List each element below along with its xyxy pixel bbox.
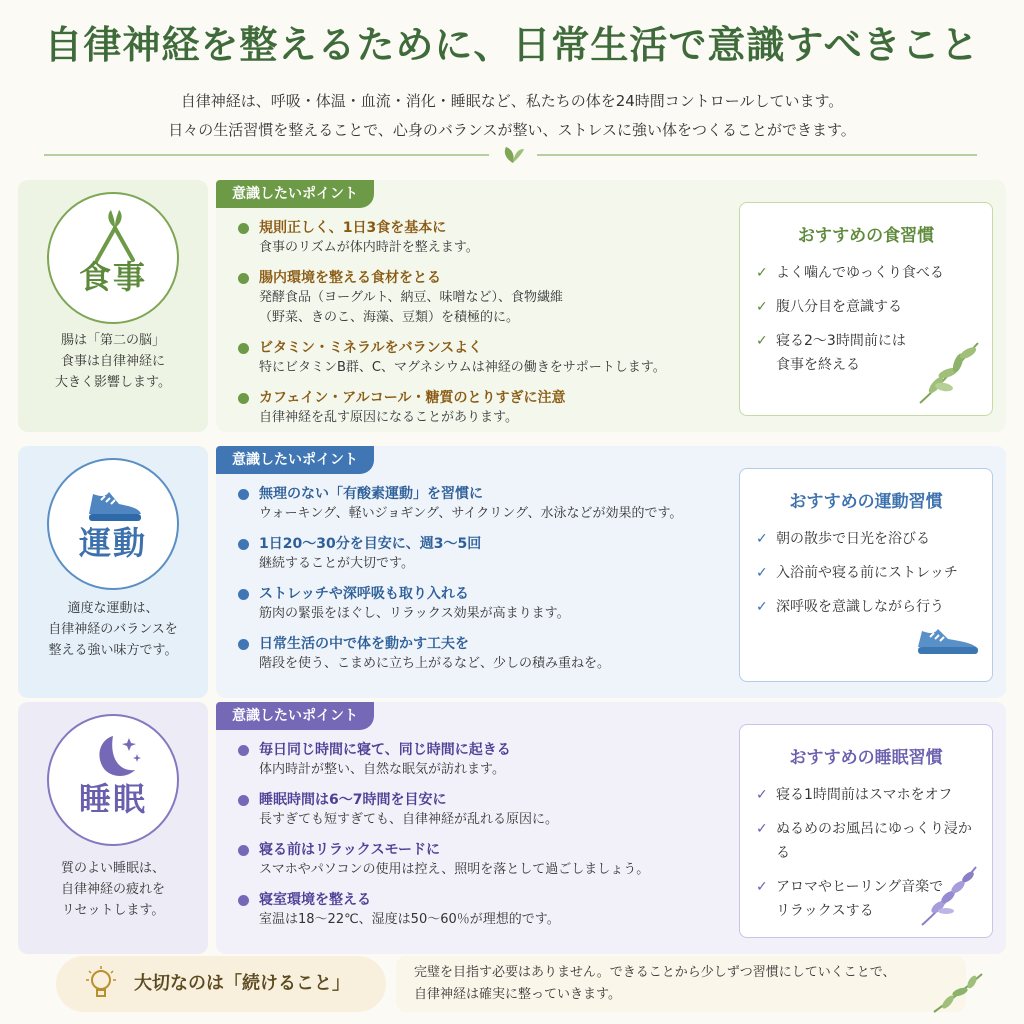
footer-message: 完璧を目指す必要はありません。できることから少しずつ習慣にしていくことで、 自律神経は確実に整っていきます。 — [414, 965, 896, 1002]
bullet-dot — [238, 273, 249, 284]
herb-sprig-icon — [914, 337, 984, 407]
list-item — [756, 527, 976, 551]
meal-caption-text: 腸は「第二の脳」 食事は自律神経に 大きく影響します。 — [55, 333, 171, 390]
bullet-dot — [238, 539, 249, 550]
bullet-dot — [238, 745, 249, 756]
bullet-dot — [238, 343, 249, 354]
recommend-text: アロマやヒーリング音楽で リラックスする — [776, 879, 944, 919]
exercise-recommend-title: おすすめの運動習慣 — [789, 492, 943, 512]
list-item — [238, 388, 738, 438]
recommend-text: 深呼吸を意識しながら行う — [776, 599, 944, 615]
exercise-main-card — [216, 446, 1006, 698]
section-sleep — [18, 702, 1006, 954]
recommend-text: 寝る2〜3時間前には 食事を終える — [776, 333, 906, 373]
sleep-caption — [18, 858, 208, 921]
sleep-recommend-title: おすすめの睡眠習慣 — [789, 748, 943, 768]
herb-sprig-icon — [930, 968, 986, 1014]
exercise-caption — [18, 598, 208, 661]
point-body: 室温は18〜22℃、湿度は50〜60％が理想的です。 — [259, 912, 560, 927]
list-item — [238, 338, 738, 388]
recommend-text: 腹八分目を意識する — [776, 299, 902, 315]
section-meal — [18, 180, 1006, 432]
exercise-points — [238, 484, 738, 684]
point-head: ストレッチや深呼吸も取り入れる — [259, 586, 469, 602]
sleep-recommend-box — [739, 724, 993, 938]
list-item — [238, 890, 738, 940]
sleep-side-card — [18, 702, 208, 954]
bullet-dot — [238, 393, 249, 404]
point-head: 毎日同じ時間に寝て、同じ時間に起きる — [259, 742, 511, 758]
check-icon: ✓ — [756, 879, 768, 895]
bullet-dot — [238, 795, 249, 806]
point-head: 日常生活の中で体を動かす工夫を — [259, 636, 469, 652]
list-item — [238, 534, 738, 584]
recommend-text: ぬるめのお風呂にゆっくり浸かる — [776, 821, 972, 861]
section-exercise — [18, 446, 1006, 698]
check-icon: ✓ — [756, 821, 768, 837]
point-body: 特にビタミンB群、C、マグネシウムは神経の働きをサポートします。 — [259, 360, 666, 375]
intro-line-2: 日々の生活習慣を整えることで、心身のバランスが整い、ストレスに強い体をつくることができます。 — [168, 121, 856, 139]
point-body: スマホやパソコンの使用は控え、照明を落として過ごしましょう。 — [259, 862, 650, 877]
sleep-caption-text: 質のよい睡眠は、 自律神経の疲れを リセットします。 — [60, 861, 165, 918]
divider-left — [44, 154, 489, 156]
bullet-dot — [238, 895, 249, 906]
check-icon: ✓ — [756, 787, 768, 803]
bullet-dot — [238, 489, 249, 500]
point-head: 寝室環境を整える — [259, 892, 371, 908]
meal-emblem — [47, 192, 179, 324]
bullet-dot — [238, 845, 249, 856]
point-body: 継続することが大切です。 — [259, 556, 414, 571]
point-head: 1日20〜30分を目安に、週3〜5回 — [259, 536, 482, 552]
check-icon: ✓ — [756, 265, 768, 281]
check-icon: ✓ — [756, 333, 768, 349]
list-item — [756, 783, 976, 807]
list-item — [238, 584, 738, 634]
exercise-caption-text: 適度な運動は、 自律神経のバランスを 整える強い味方です。 — [48, 601, 178, 658]
list-item — [756, 295, 976, 319]
list-item — [756, 261, 976, 285]
sleep-main-card — [216, 702, 1006, 954]
point-body: 長すぎても短すぎても、自律神経が乱れる原因に。 — [259, 812, 559, 827]
list-item — [238, 790, 738, 840]
meal-points — [238, 218, 738, 438]
meal-tag: 意識したいポイント — [216, 180, 374, 208]
list-item — [238, 634, 738, 684]
page-title: 自律神経を整えるために、日常生活で意識すべきこと — [44, 22, 980, 67]
check-icon: ✓ — [756, 565, 768, 581]
exercise-side-card — [18, 446, 208, 698]
check-icon: ✓ — [756, 599, 768, 615]
point-head: 腸内環境を整える食材をとる — [259, 270, 441, 286]
leaf-icon — [500, 145, 526, 165]
point-head: ビタミン・ミネラルをバランスよく — [259, 340, 483, 356]
recommend-text: 朝の散歩で日光を浴びる — [776, 531, 930, 547]
footer-key-badge — [56, 956, 386, 1012]
list-item — [756, 561, 976, 585]
meal-caption — [18, 330, 208, 393]
point-body: 体内時計が整い、自然な眠気が訪れます。 — [259, 762, 505, 777]
point-head: 寝る前はリラックスモードに — [259, 842, 441, 858]
point-body: 発酵食品（ヨーグルト、納豆、味噌など）、食物繊維 （野菜、きのこ、海藻、豆類）を積極的に。 — [259, 290, 563, 325]
exercise-label: 運動 — [78, 524, 147, 562]
recommend-text: 入浴前や寝る前にストレッチ — [776, 565, 958, 581]
sleep-points — [238, 740, 738, 940]
sleep-tag: 意識したいポイント — [216, 702, 374, 730]
list-item — [238, 740, 738, 790]
bullet-dot — [238, 589, 249, 600]
exercise-tag: 意識したいポイント — [216, 446, 374, 474]
bullet-dot — [238, 639, 249, 650]
check-icon: ✓ — [756, 531, 768, 547]
meal-recommend-title: おすすめの食習慣 — [797, 226, 935, 246]
point-head: カフェイン・アルコール・糖質のとりすぎに注意 — [259, 390, 566, 406]
point-head: 無理のない「有酸素運動」を習慣に — [259, 486, 483, 502]
meal-label: 食事 — [78, 258, 147, 296]
check-icon: ✓ — [756, 299, 768, 315]
point-head: 規則正しく、1日3食を基本に — [259, 220, 447, 236]
lightbulb-icon — [86, 965, 116, 1003]
footer-key-text: 大切なのは「続けること」 — [134, 973, 350, 994]
exercise-recommend-box — [739, 468, 993, 682]
list-item — [238, 268, 738, 338]
meal-recommend-box — [739, 202, 993, 416]
point-body: ウォーキング、軽いジョギング、サイクリング、水泳などが効果的です。 — [259, 506, 683, 521]
recommend-text: よく噛んでゆっくり食べる — [776, 265, 944, 281]
meal-side-card — [18, 180, 208, 432]
footer-message-box — [396, 956, 966, 1012]
sleep-emblem — [47, 714, 179, 846]
sleep-label: 睡眠 — [78, 780, 147, 818]
lavender-icon — [914, 859, 984, 929]
point-body: 食事のリズムが体内時計を整えます。 — [259, 240, 479, 255]
list-item — [238, 840, 738, 890]
bullet-dot — [238, 223, 249, 234]
meal-main-card — [216, 180, 1006, 432]
list-item — [238, 218, 738, 268]
intro-line-1: 自律神経は、呼吸・体温・血流・消化・睡眠など、私たちの体を24時間コントロールしています。 — [180, 92, 844, 110]
list-item — [238, 484, 738, 534]
point-body: 筋肉の緊張をほぐし、リラックス効果が高まります。 — [259, 606, 570, 621]
list-item — [756, 817, 976, 865]
point-body: 階段を使う、こまめに立ち上がるなど、少しの積み重ねを。 — [259, 656, 611, 671]
divider-right — [537, 154, 977, 156]
point-head: 睡眠時間は6〜7時間を目安に — [259, 792, 447, 808]
recommend-text: 寝る1時間前はスマホをオフ — [776, 787, 953, 803]
point-body: 自律神経を乱す原因になることがあります。 — [259, 410, 518, 425]
sneaker-icon — [914, 603, 984, 673]
exercise-emblem — [47, 458, 179, 590]
